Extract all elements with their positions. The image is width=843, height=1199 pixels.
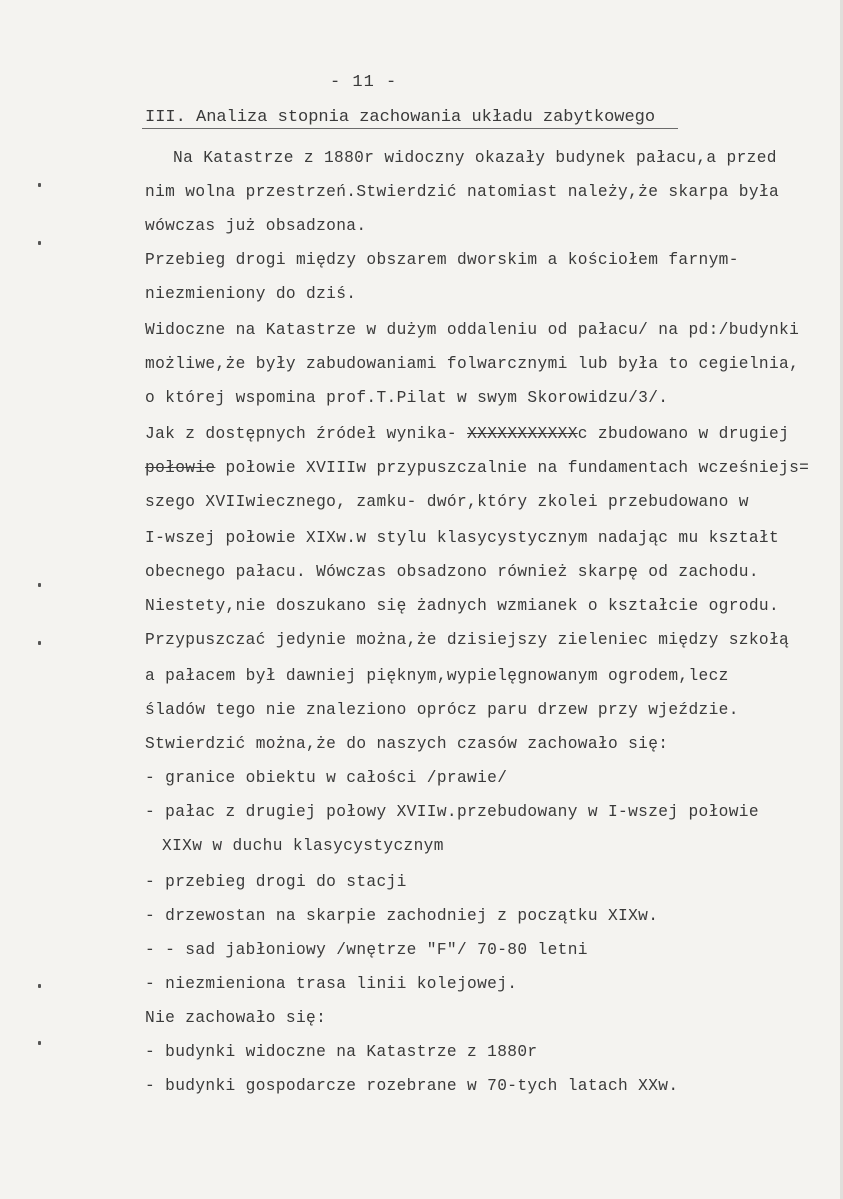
- text-line: o której wspomina prof.T.Pilat w swym Skorowidzu/3/.: [145, 389, 669, 407]
- text-line: nim wolna przestrzeń.Stwierdzić natomiast należy,że skarpa była: [145, 183, 780, 201]
- heading-underline: [142, 128, 678, 129]
- margin-mark: [38, 241, 41, 245]
- text-line: obecnego pałacu. Wówczas obsadzono również skarpę od zachodu.: [145, 563, 759, 581]
- margin-mark: [38, 1041, 41, 1045]
- margin-mark: [38, 583, 41, 587]
- text-line: Na Katastrze z 1880r widoczny okazały budynek pałacu,a przed: [173, 149, 777, 167]
- list-item: - drzewostan na skarpie zachodniej z początku XIXw.: [145, 907, 659, 925]
- section-heading: III. Analiza stopnia zachowania układu zabytkowego: [145, 108, 656, 127]
- text-line: [145, 458, 809, 478]
- list-item: - - sad jabłoniowy /wnętrze "F"/ 70-80 letni: [145, 941, 588, 959]
- struck-text: XXXXXXXXXXX: [467, 425, 578, 443]
- text-line: a pałacem był dawniej pięknym,wypielęgnowanym ogrodem,lecz: [145, 667, 729, 685]
- list-item: - niezmieniona trasa linii kolejowej.: [145, 975, 518, 993]
- text-fragment: połowie XVIIIw przypuszczalnie na fundamentach wcześniejs=: [215, 459, 810, 477]
- list-item-continuation: XIXw w duchu klasycystycznym: [162, 837, 444, 855]
- list-item: - pałac z drugiej połowy XVIIw.przebudowany w I-wszej połowie: [145, 803, 759, 821]
- text-line: śladów tego nie znaleziono oprócz paru drzew przy wjeździe.: [145, 701, 739, 719]
- margin-mark: [38, 183, 41, 187]
- text-line: Nie zachowało się:: [145, 1009, 327, 1027]
- list-item: - budynki widoczne na Katastrze z 1880r: [145, 1043, 538, 1061]
- text-line: Przypuszczać jedynie można,że dzisiejszy zieleniec między szkołą: [145, 631, 790, 649]
- text-fragment: Jak z dostępnych źródeł wynika-: [145, 425, 468, 443]
- text-line: wówczas już obsadzona.: [145, 217, 367, 235]
- list-item: - budynki gospodarcze rozebrane w 70-tych latach XXw.: [145, 1077, 679, 1095]
- list-item: - granice obiektu w całości /prawie/: [145, 769, 508, 787]
- margin-mark: [38, 641, 41, 645]
- text-line: możliwe,że były zabudowaniami folwarcznymi lub była to cegielnia,: [145, 355, 800, 373]
- margin-mark: [38, 984, 41, 988]
- text-line: Niestety,nie doszukano się żadnych wzmianek o kształcie ogrodu.: [145, 597, 780, 615]
- text-line: Przebieg drogi między obszarem dworskim a kościołem farnym-: [145, 251, 739, 269]
- text-line: [145, 424, 789, 444]
- struck-text: połowie: [145, 459, 216, 477]
- text-line: szego XVIIwiecznego, zamku- dwór,który zkolei przebudowano w: [145, 493, 749, 511]
- text-line: I-wszej połowie XIXw.w stylu klasycystycznym nadając mu kształt: [145, 529, 780, 547]
- text-line: Widoczne na Katastrze w dużym oddaleniu od pałacu/ na pd:/budynki: [145, 321, 800, 339]
- page-number: - 11 -: [330, 73, 398, 92]
- list-item: - przebieg drogi do stacji: [145, 873, 407, 891]
- text-fragment: c zbudowano w drugiej: [577, 425, 790, 443]
- text-line: Stwierdzić można,że do naszych czasów zachowało się:: [145, 735, 669, 753]
- text-line: niezmieniony do dziś.: [145, 285, 357, 303]
